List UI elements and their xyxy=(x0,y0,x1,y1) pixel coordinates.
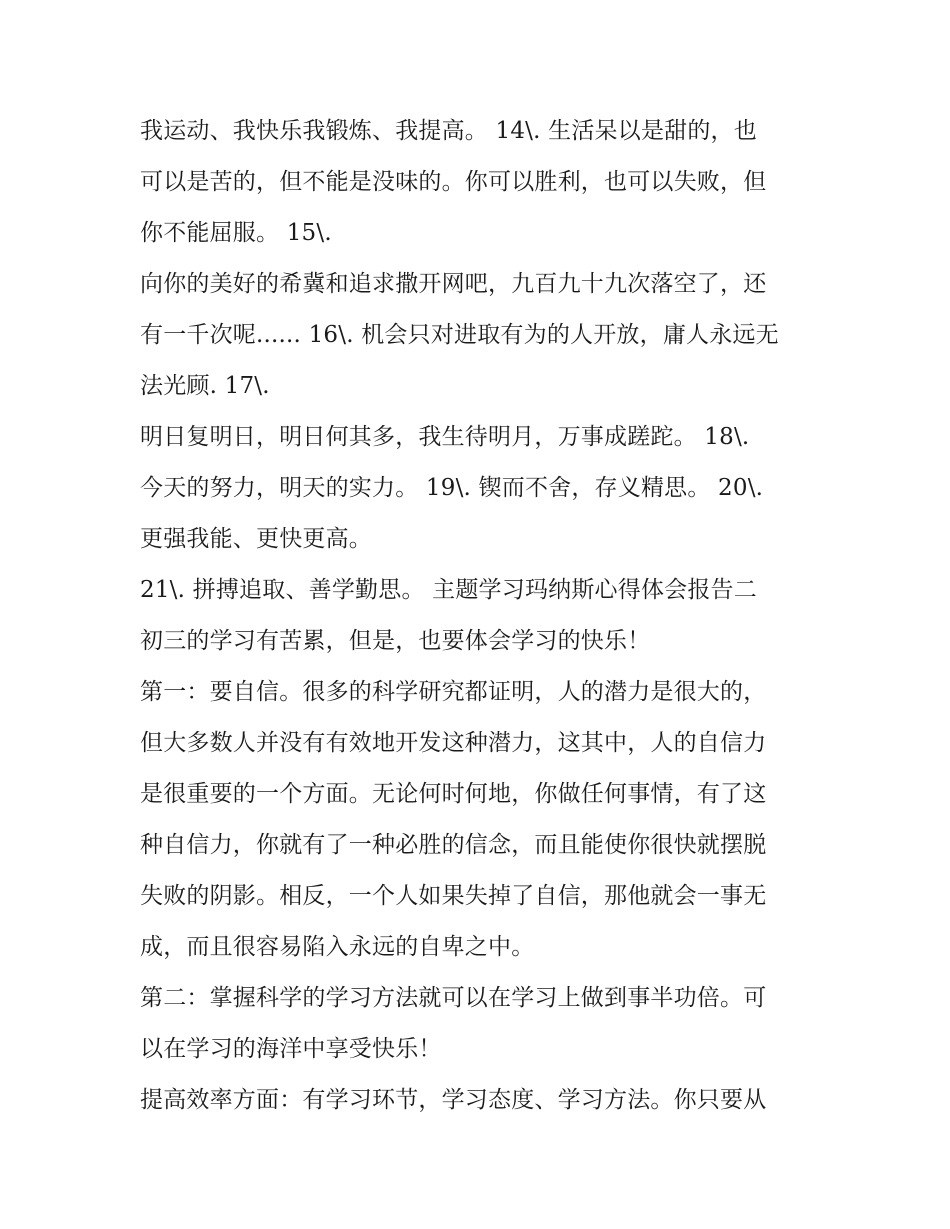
text-line: 你不能屈服。 15\. xyxy=(140,220,332,246)
text-line: 法光顾. 17\. xyxy=(140,373,270,399)
text-line: 我运动、我快乐我锻炼、我提高。 14\. 生活呆以是甜的，也 xyxy=(140,118,757,144)
text-line: 是很重要的一个方面。无论何时何地，你做任何事情，有了这 xyxy=(140,781,767,807)
text-line: 21\. 拼搏追取、善学勤思。 主题学习玛纳斯心得体会报告二 xyxy=(140,577,757,603)
text-line: 第二：掌握科学的学习方法就可以在学习上做到事半功倍。可 xyxy=(140,985,767,1011)
text-line: 有一千次呢...... 16\. 机会只对进取有为的人开放，庸人永远无 xyxy=(140,322,779,348)
text-line: 第一：要自信。很多的科学研究都证明，人的潜力是很大的， xyxy=(140,679,767,705)
text-line: 以在学习的海洋中享受快乐！ xyxy=(140,1036,442,1062)
body-text xyxy=(140,106,830,1126)
text-line: 提高效率方面：有学习环节，学习态度、学习方法。你只要从 xyxy=(140,1087,767,1113)
text-line: 今天的努力，明天的实力。 19\. 锲而不舍，存义精思。 20\. xyxy=(140,475,764,501)
text-line: 但大多数人并没有有效地开发这种潜力，这其中，人的自信力 xyxy=(140,730,767,756)
text-line: 初三的学习有苦累，但是，也要体会学习的快乐！ xyxy=(140,628,651,654)
text-line: 种自信力，你就有了一种必胜的信念，而且能使你很快就摆脱 xyxy=(140,832,767,858)
text-line: 向你的美好的希冀和追求撒开网吧，九百九十九次落空了，还 xyxy=(140,271,767,297)
text-line: 可以是苦的，但不能是没味的。你可以胜利，也可以失败，但 xyxy=(140,169,767,195)
text-line: 明日复明日，明日何其多，我生待明月，万事成蹉跎。 18\. xyxy=(140,424,750,450)
text-line: 更强我能、更快更高。 xyxy=(140,526,372,552)
text-line: 成，而且很容易陷入永远的自卑之中。 xyxy=(140,934,535,960)
text-line: 失败的阴影。相反，一个人如果失掉了自信，那他就会一事无 xyxy=(140,883,767,909)
